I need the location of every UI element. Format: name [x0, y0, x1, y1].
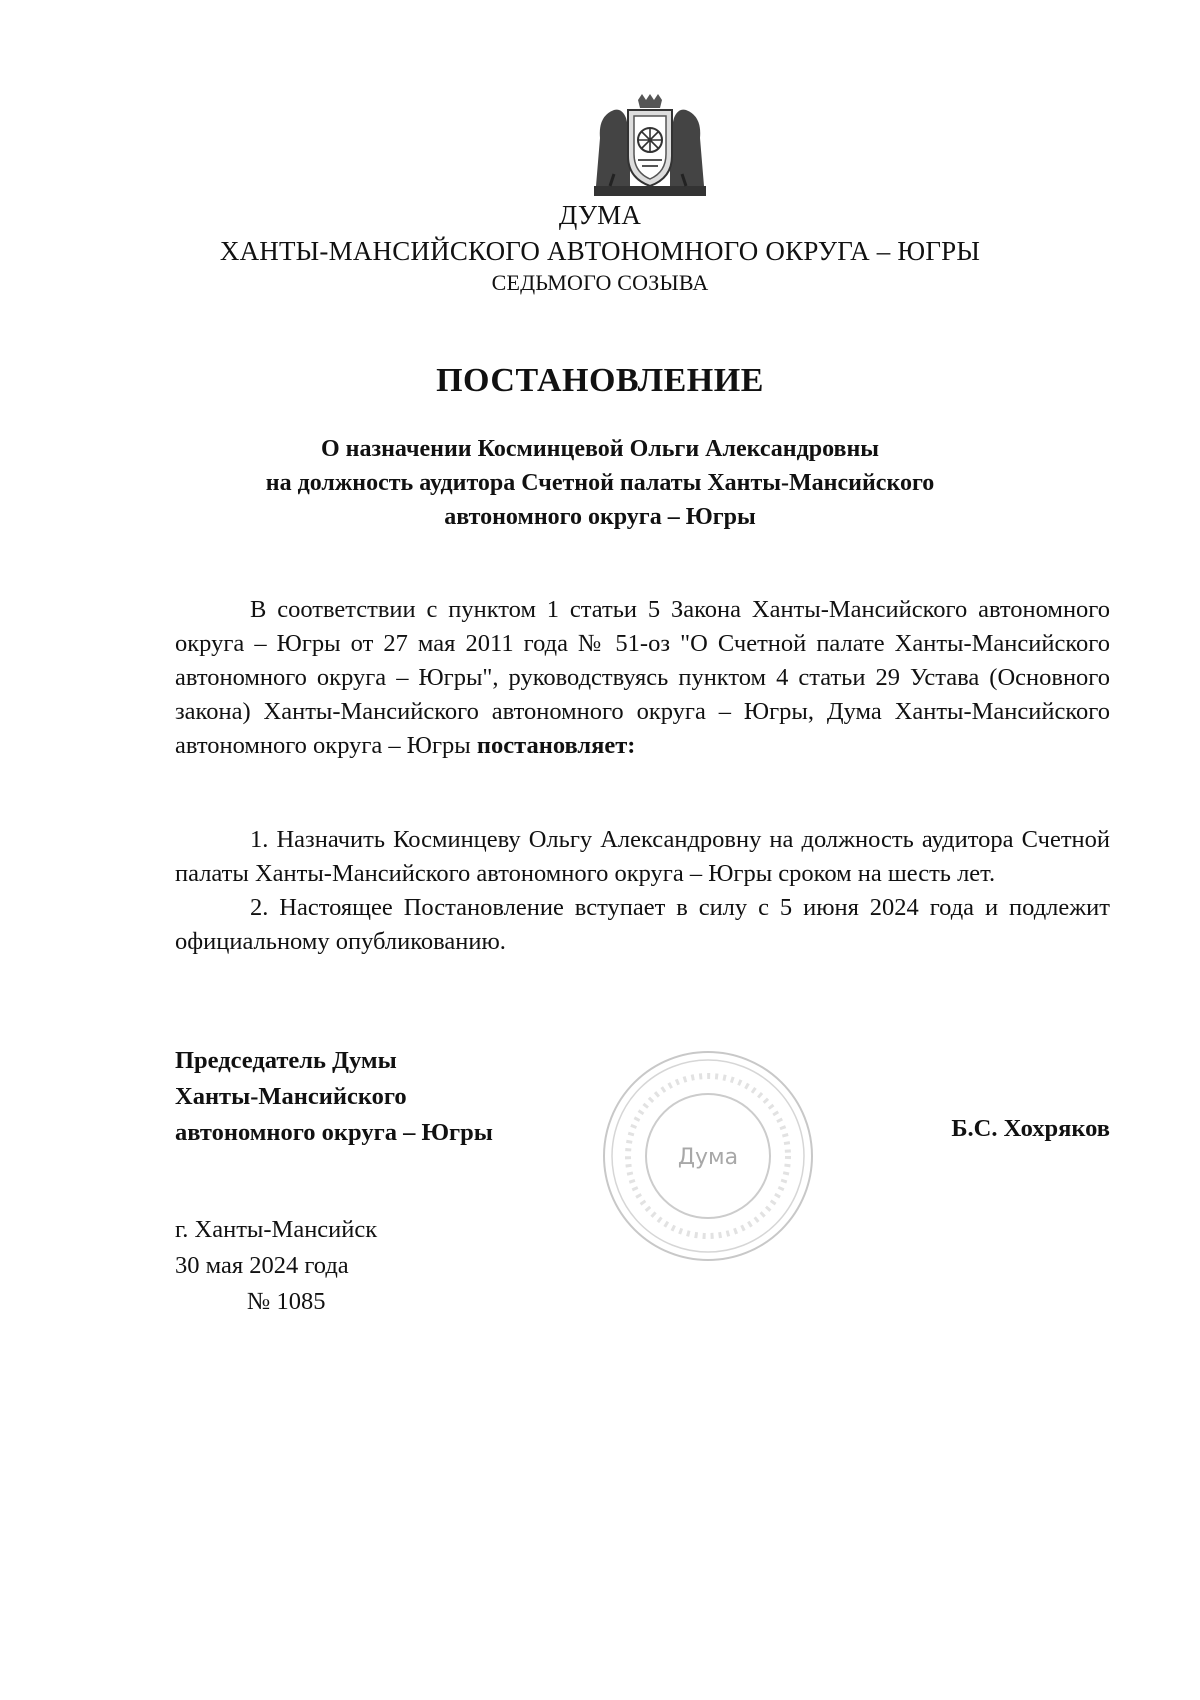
- organization-name: ДУМА: [558, 200, 642, 230]
- document-type: ПОСТАНОВЛЕНИЕ: [436, 362, 764, 399]
- document-number: № 1085: [247, 1288, 326, 1315]
- signatory-name: Б.С. Хохряков: [951, 1115, 1110, 1142]
- subject-line: автономного округа – Югры: [444, 504, 756, 530]
- resolution-verb: постановляет:: [476, 732, 636, 759]
- position-line: Ханты-Мансийского: [175, 1083, 407, 1110]
- document-subject: [0, 432, 1200, 534]
- position-line: автономного округа – Югры: [175, 1119, 493, 1146]
- region-name: ХАНТЫ-МАНСИЙСКОГО АВТОНОМНОГО ОКРУГА – ЮГРЫ: [219, 236, 981, 266]
- subject-line: О назначении Косминцевой Ольги Александровны: [320, 436, 880, 462]
- coat-of-arms-icon: [590, 94, 710, 198]
- resolution-items: [175, 823, 1110, 959]
- document-footer: [175, 1212, 377, 1320]
- issue-city: г. Ханты-Мансийск: [175, 1216, 378, 1243]
- stamp-label: Дума: [677, 1145, 739, 1170]
- issue-date: 30 мая 2024 года: [175, 1252, 349, 1279]
- preamble-text: В соответствии с пунктом 1 статьи 5 Закона Ханты-Мансийского автономного округа – Югры от 27 мая 2011 года № 51-оз "О Счетной палате Ханты-Мансийского автономного округа – Югры", руководствуясь пунктом 4 статьи 29 Устава (Основного закона) Ханты-Мансийского автономного округа – Югры, Дума Ханты-Мансийского автономного округа – Югры: [175, 596, 1110, 759]
- convocation-label: СЕДЬМОГО СОЗЫВА: [491, 270, 709, 295]
- signatory-position: [175, 1043, 493, 1151]
- subject-line: на должность аудитора Счетной палаты Ханты-Мансийского: [265, 470, 935, 496]
- position-line: Председатель Думы: [175, 1047, 397, 1074]
- resolution-item: 1. Назначить Косминцеву Ольгу Александровну на должность аудитора Счетной палаты Ханты-Мансийского автономного округа – Югры сроком на шесть лет.: [175, 826, 1110, 887]
- official-stamp: [600, 1048, 816, 1264]
- preamble-paragraph: [175, 593, 1110, 763]
- resolution-item: 2. Настоящее Постановление вступает в силу с 5 июня 2024 года и подлежит официальному опубликованию.: [175, 894, 1110, 955]
